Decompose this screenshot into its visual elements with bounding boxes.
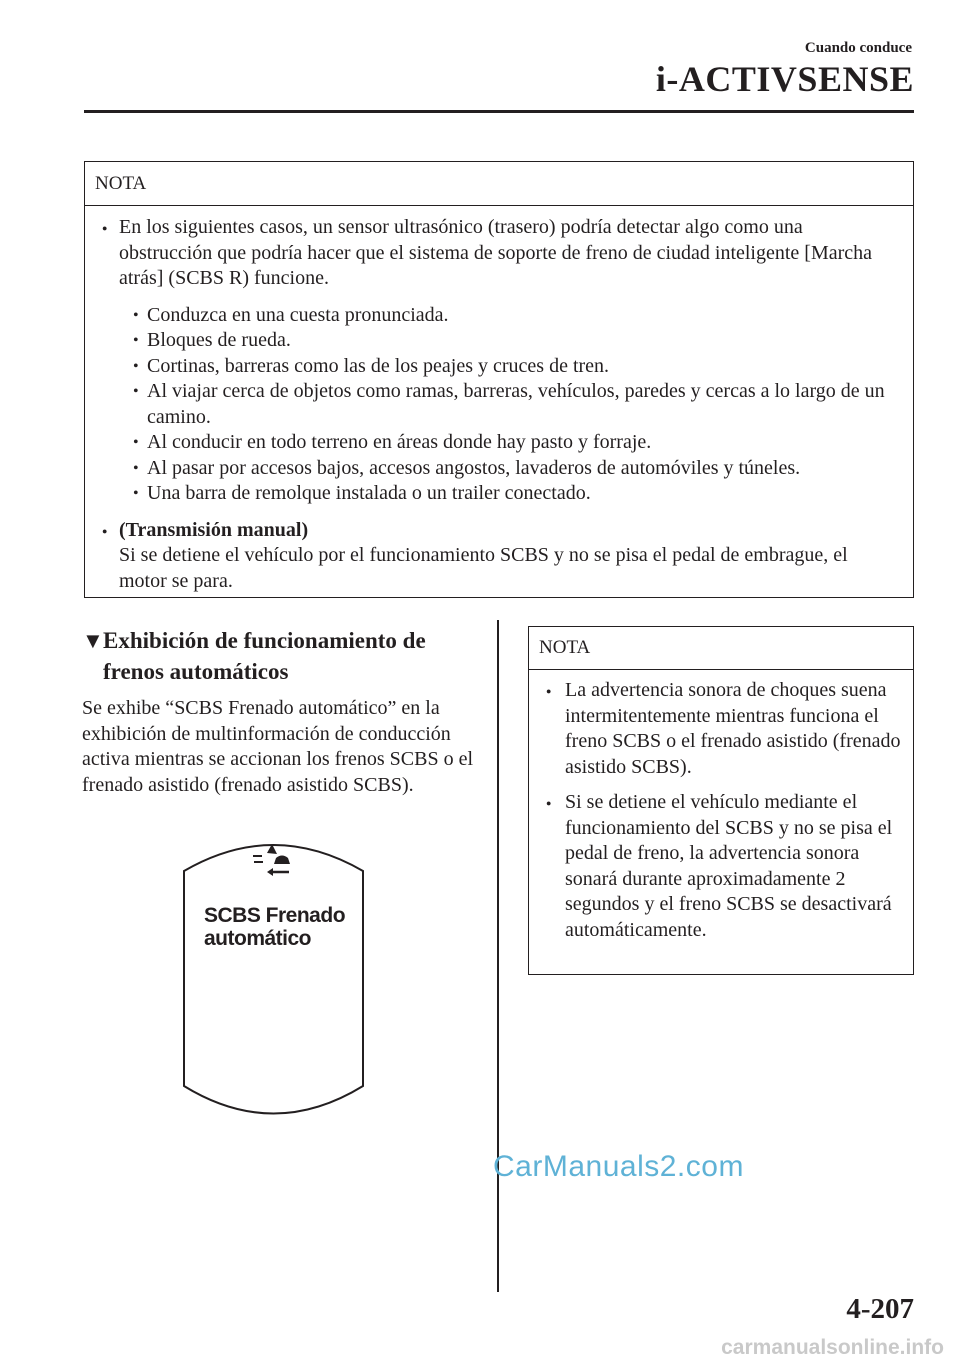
display-message-line1: SCBS Frenado xyxy=(204,904,346,927)
triangle-marker-icon: ▼ xyxy=(82,628,104,653)
note-box-2 xyxy=(528,626,914,975)
case-item: • Conduzca en una cuesta pronunciada. xyxy=(85,303,893,329)
section-heading xyxy=(82,625,482,687)
manual-text: Si se detiene el vehículo por el funcionamiento SCBS y no se pisa el pedal de embrague, el motor se para. xyxy=(119,544,848,592)
header-section: Cuando conduce xyxy=(804,40,912,56)
case-item: • Al pasar por accesos bajos, accesos angostos, lavaderos de automóviles y túneles. xyxy=(85,456,893,482)
case-item: • Al viajar cerca de objetos como ramas, barreras, vehículos, paredes y cercas a lo largo de un camino. xyxy=(85,379,893,430)
page-number: 4-207 xyxy=(846,1293,914,1325)
column-divider xyxy=(497,620,499,1292)
multi-information-display-illustration xyxy=(181,831,366,1121)
case-list xyxy=(85,303,893,507)
header-rule xyxy=(84,110,914,113)
manual-heading: ● (Transmisión manual) xyxy=(119,518,309,541)
case-item: • Al conducir en todo terreno en áreas donde hay pasto y forraje. xyxy=(85,430,893,456)
case-item: • Una barra de remolque instalada o un trailer conectado. xyxy=(85,481,893,507)
note-item: ● La advertencia sonora de choques suena intermitentemente mientras funciona el freno SCBS o el frenado asistido (frenado asistido SCBS). xyxy=(529,678,903,780)
case-item: • Bloques de rueda. xyxy=(85,328,893,354)
chapter-title: i-ACTIVSENSE xyxy=(655,59,914,99)
display-message xyxy=(204,904,345,950)
note-body xyxy=(529,670,913,943)
note-title: NOTA xyxy=(529,627,913,670)
section-paragraph: Se exhibe “SCBS Frenado automático” en la exhibición de multinformación de conducción activa mientras se accionan los frenos SCBS o el frenado asistido (frenado asistido SCBS). xyxy=(82,697,474,796)
display-message-line2: automático xyxy=(204,927,312,950)
case-item: • Cortinas, barreras como las de los peajes y cruces de tren. xyxy=(85,354,893,380)
note-item: ● Si se detiene el vehículo mediante el funcionamiento del SCBS y no se pisa el pedal de freno, la advertencia sonora sonará durante aproximadamente 2 segundos y el freno SCBS se desactivará automáticamente. xyxy=(529,790,903,943)
note-title: NOTA xyxy=(85,162,913,206)
section-title: Exhibición de funcionamiento de frenos automáticos xyxy=(103,628,426,684)
watermark: CarManuals2.com xyxy=(493,1150,744,1183)
note-box-1 xyxy=(84,161,914,598)
footer-site: carmanualsonline.info xyxy=(721,1336,944,1359)
manual-transmission-note xyxy=(85,518,893,595)
note-intro: ● En los siguientes casos, un sensor ultrasónico (trasero) podría detectar algo como una obstrucción que podría hacer que el sistema de soporte de freno de ciudad inteligente [Marcha atrás] (SCBS R) funcione. xyxy=(85,215,893,292)
note-body xyxy=(85,206,913,594)
